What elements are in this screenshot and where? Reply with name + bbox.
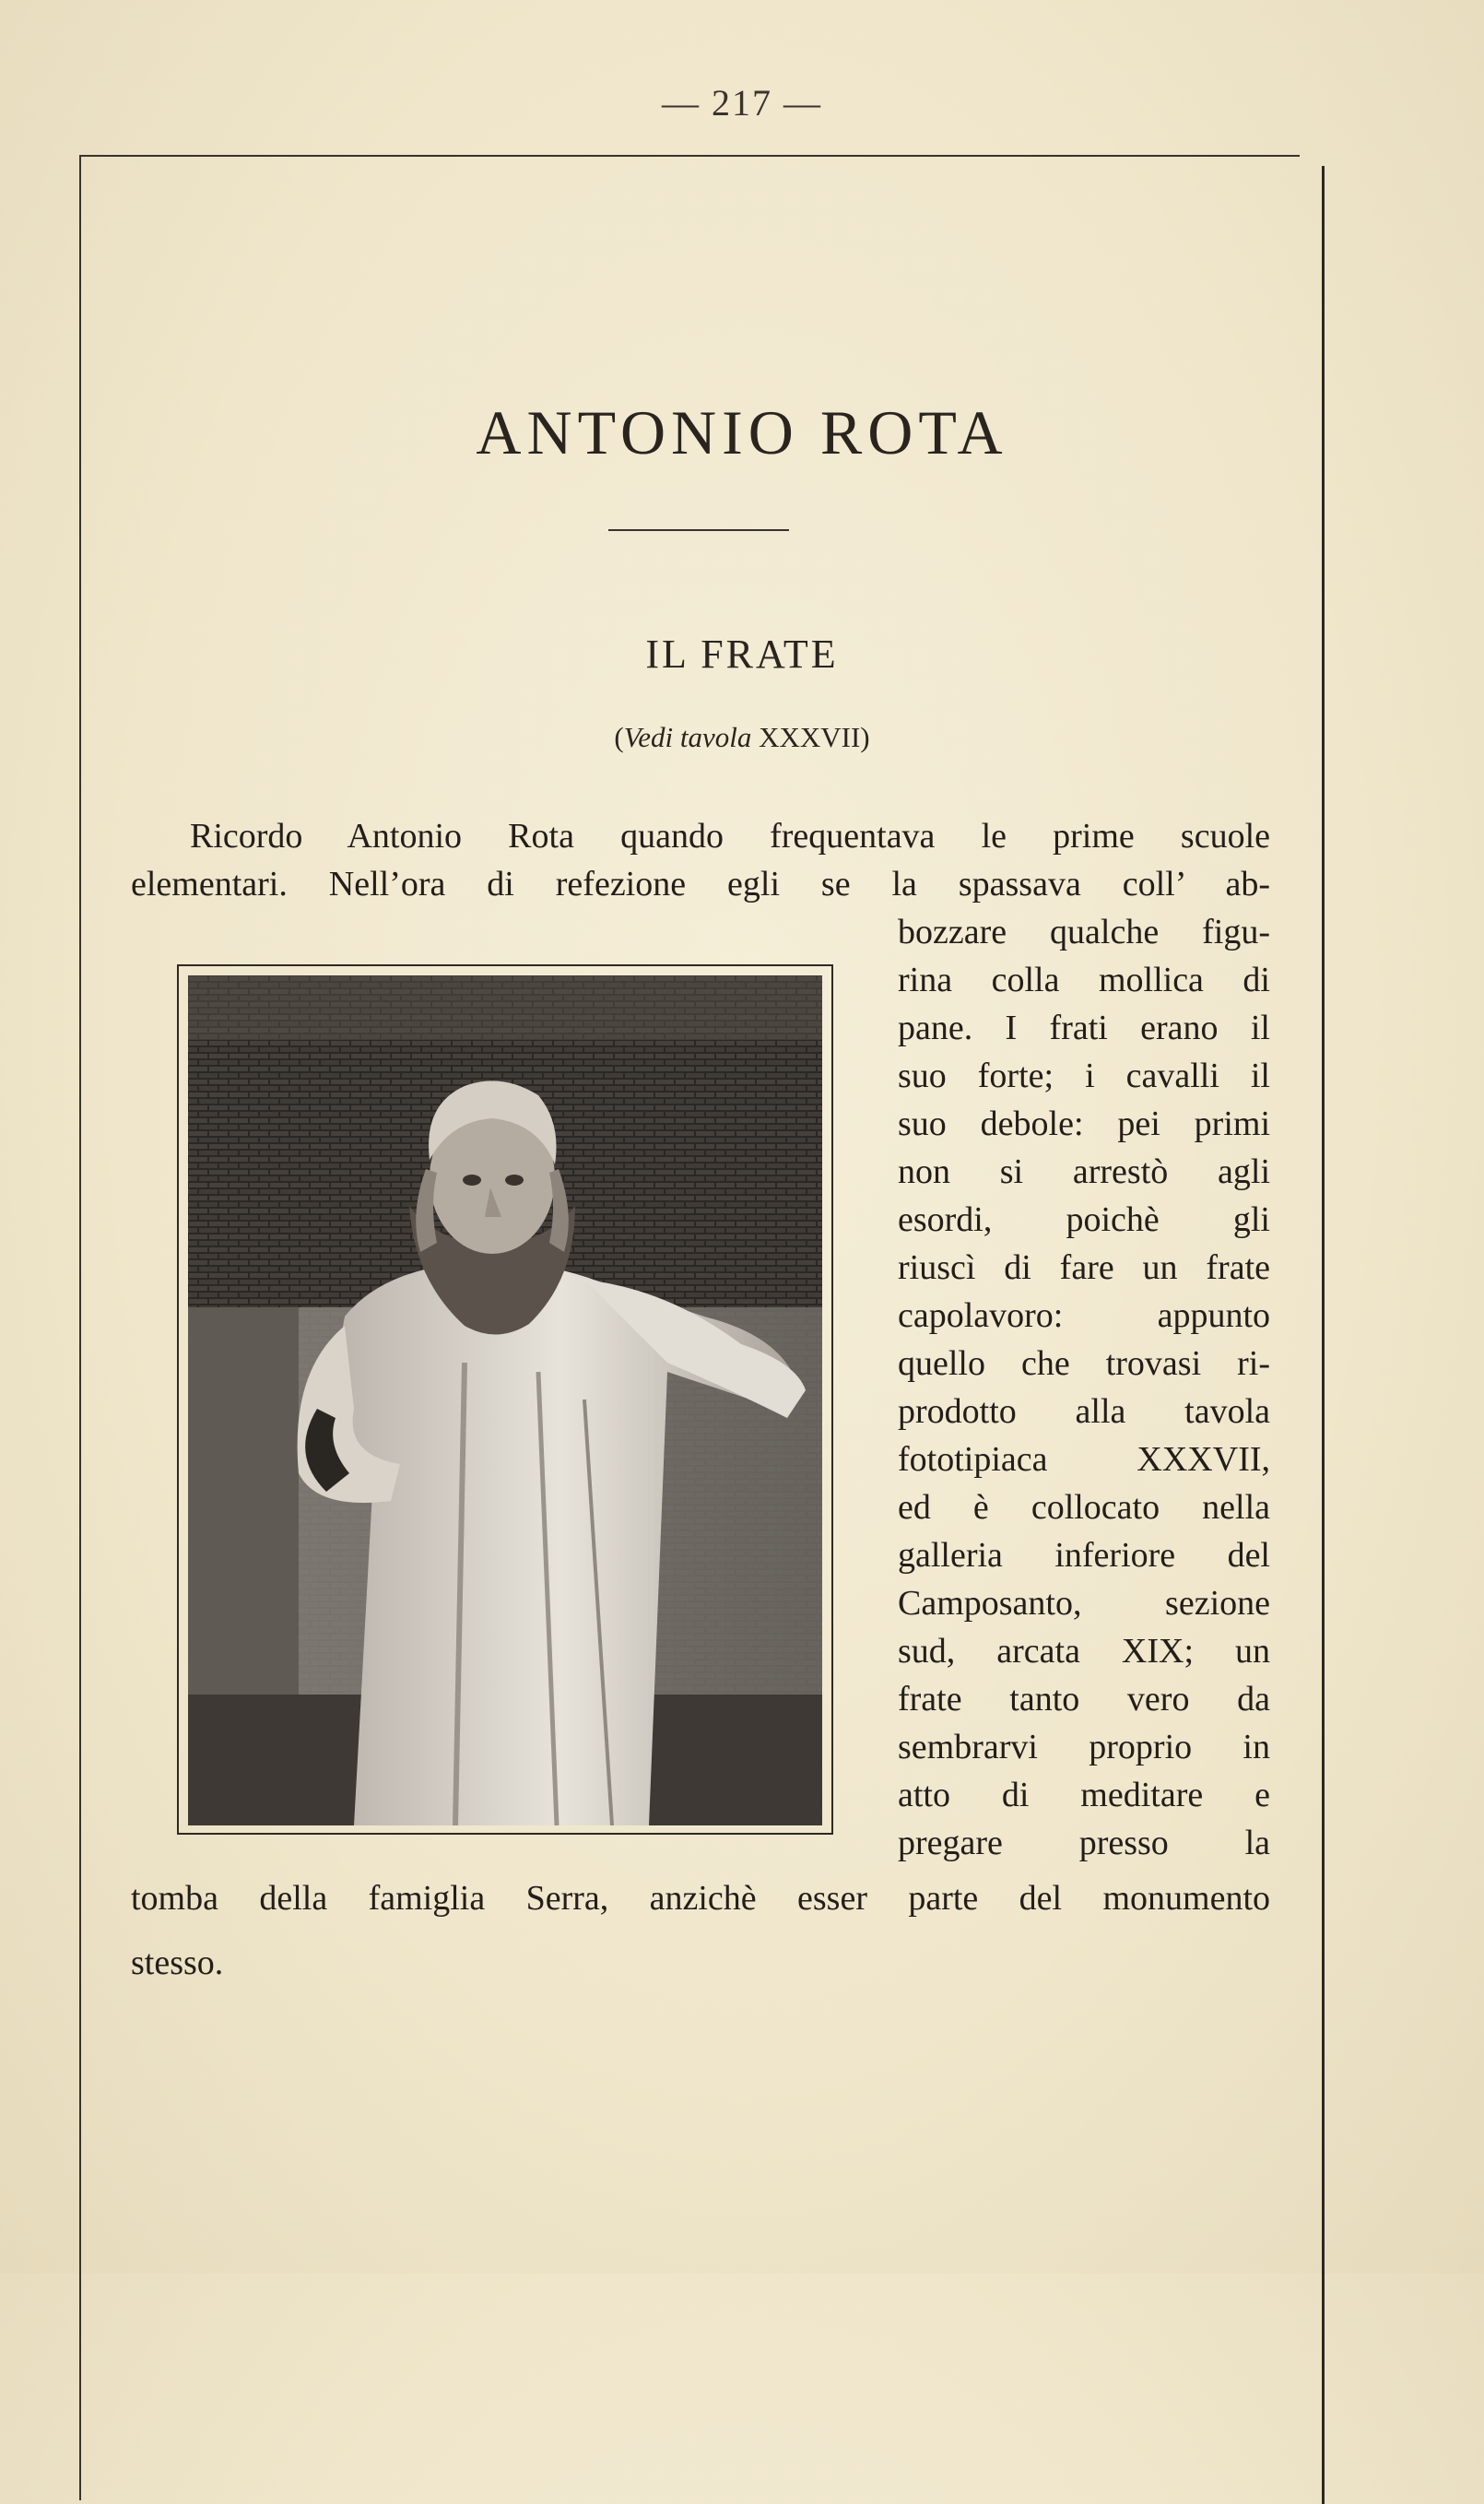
- title-divider: [608, 529, 789, 531]
- frame-left-rule: [79, 155, 81, 2500]
- text-line: prodotto alla tavola: [898, 1392, 1270, 1431]
- text-line: stesso.: [131, 1943, 224, 1982]
- page-number: — 217 —: [662, 82, 822, 124]
- text-line: pregare presso la: [898, 1824, 1270, 1862]
- text-line: pane. I frati erano il: [898, 1009, 1270, 1047]
- article-title: ANTONIO ROTA: [476, 397, 1008, 467]
- friar-photo-illustration: [188, 975, 822, 1825]
- text-line: suo forte; i cavalli il: [898, 1057, 1270, 1095]
- text-line: atto di meditare e: [898, 1776, 1270, 1814]
- text-line: sembrarvi proprio in: [898, 1728, 1270, 1766]
- text-line: galleria inferiore del: [898, 1536, 1270, 1575]
- ref-rest: XXXVII): [751, 721, 870, 753]
- text-line: Camposanto, sezione: [898, 1584, 1270, 1623]
- text-line: quello che trovasi ri-: [898, 1344, 1270, 1383]
- text-line: fototipiaca XXXVII,: [898, 1440, 1270, 1479]
- plate-reference: [0, 721, 1484, 754]
- text-line: rina colla mollica di: [898, 961, 1270, 999]
- text-line: suo debole: pei primi: [898, 1104, 1270, 1143]
- frame-top-rule: [81, 155, 1300, 157]
- text-line: ed è collocato nella: [898, 1488, 1270, 1527]
- text-line: bozzare qualche figu-: [898, 913, 1270, 951]
- text-line: sud, arcata XIX; un: [898, 1632, 1270, 1671]
- text-line: frate tanto vero da: [898, 1680, 1270, 1719]
- text-line: tomba della famiglia Serra, anzichè esser parte del monumento: [131, 1879, 1270, 1918]
- ref-open: (: [614, 721, 624, 753]
- article-subtitle: IL FRATE: [645, 632, 839, 677]
- text-line: esordi, poichè gli: [898, 1200, 1270, 1239]
- friar-photograph: [188, 975, 822, 1825]
- text-line: elementari. Nell’ora di refezione egli se la spassava coll’ ab-: [131, 865, 1270, 904]
- frame-right-rule: [1322, 166, 1325, 2504]
- text-line: riuscì di fare un frate: [898, 1248, 1270, 1287]
- text-line: non si arrestò agli: [898, 1152, 1270, 1191]
- text-line: capolavoro: appunto: [898, 1296, 1270, 1335]
- ref-italic: Vedi tavola: [623, 721, 752, 753]
- text-line: Ricordo Antonio Rota quando frequentava le prime scuole: [190, 817, 1270, 856]
